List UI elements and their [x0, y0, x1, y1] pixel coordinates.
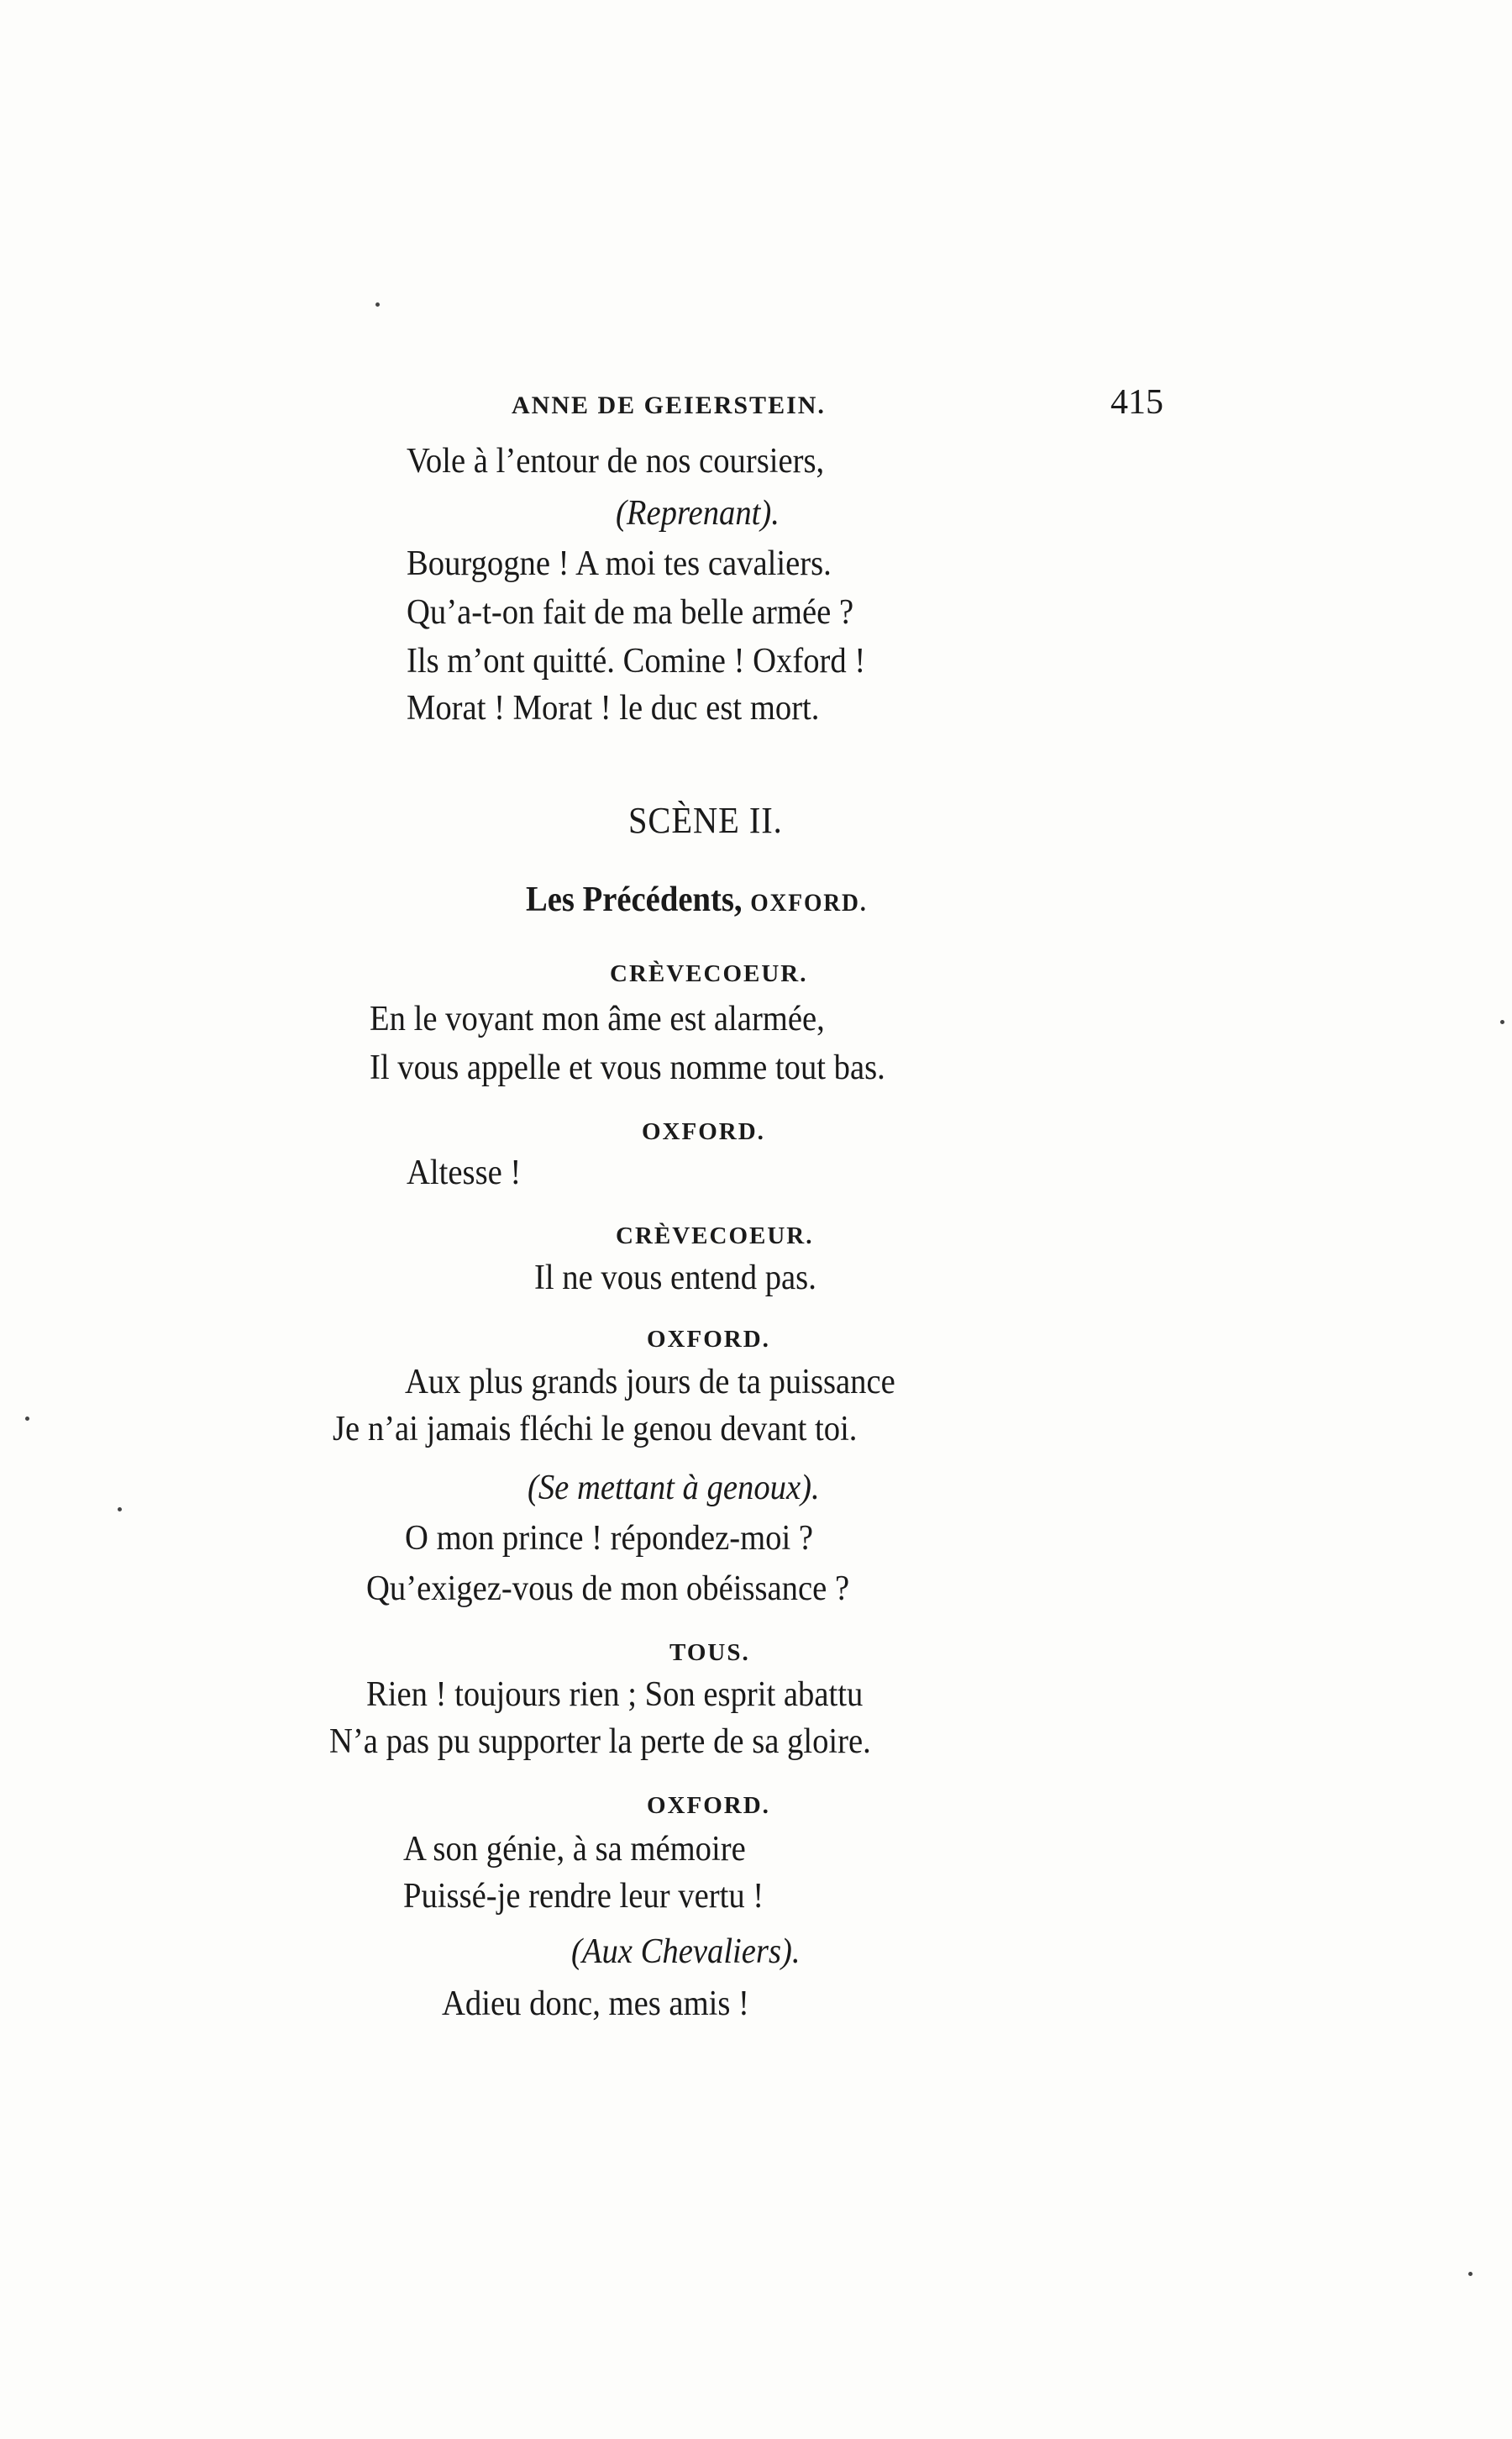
scan-speck: [1500, 1020, 1504, 1024]
verse-line: Qu’a-t-on fait de ma belle armée ?: [407, 593, 854, 632]
scene-heading: SCÈNE II.: [628, 800, 783, 841]
stage-direction: (Se mettant à genoux).: [528, 1469, 820, 1507]
cast-name: OXFORD.: [750, 889, 868, 917]
verse-line: Il vous appelle et vous nomme tout bas.: [370, 1049, 885, 1087]
speaker-name: CRÈVECOEUR.: [616, 1222, 814, 1249]
verse-line: A son génie, à sa mémoire: [403, 1830, 746, 1869]
scan-speck: [375, 302, 380, 307]
cast-list: [526, 882, 868, 917]
verse-line: En le voyant mon âme est alarmée,: [370, 1000, 825, 1038]
speaker-name: CRÈVECOEUR.: [610, 960, 808, 987]
verse-line: Vole à l’entour de nos coursiers,: [407, 442, 825, 481]
verse-line: Je n’ai jamais fléchi le genou devant toi.: [333, 1410, 858, 1448]
verse-line: Aux plus grands jours de ta puissance: [405, 1363, 895, 1401]
stage-direction: (Aux Chevaliers).: [571, 1932, 801, 1971]
page-number: 415: [1110, 383, 1163, 422]
cast-prefix: Les Précédents,: [526, 880, 743, 919]
verse-line: Rien ! toujours rien ; Son esprit abattu: [366, 1675, 864, 1714]
verse-line: N’a pas pu supporter la perte de sa gloire.: [329, 1722, 871, 1761]
scan-speck: [118, 1507, 122, 1511]
speaker-name: OXFORD.: [647, 1792, 770, 1819]
verse-line: Puissé-je rendre leur vertu !: [403, 1877, 764, 1916]
verse-line: Bourgogne ! A moi tes cavaliers.: [407, 544, 832, 583]
verse-line: Il ne vous entend pas.: [534, 1259, 816, 1297]
speaker-name: OXFORD.: [647, 1326, 770, 1353]
speaker-name: TOUS.: [669, 1639, 750, 1666]
verse-line: Adieu donc, mes amis !: [442, 1984, 749, 2023]
verse-line: Qu’exigez-vous de mon obéissance ?: [366, 1569, 850, 1608]
running-title: ANNE DE GEIERSTEIN.: [512, 392, 826, 419]
verse-line: Ils m’ont quitté. Comine ! Oxford !: [407, 642, 866, 681]
verse-line: O mon prince ! répondez-moi ?: [405, 1519, 814, 1558]
verse-line: Morat ! Morat ! le duc est mort.: [407, 689, 820, 728]
stage-direction: (Reprenant).: [616, 494, 780, 533]
scan-speck: [1468, 2272, 1473, 2276]
speaker-name: OXFORD.: [642, 1118, 765, 1145]
verse-line: Altesse !: [407, 1154, 522, 1192]
scan-speck: [25, 1417, 29, 1421]
